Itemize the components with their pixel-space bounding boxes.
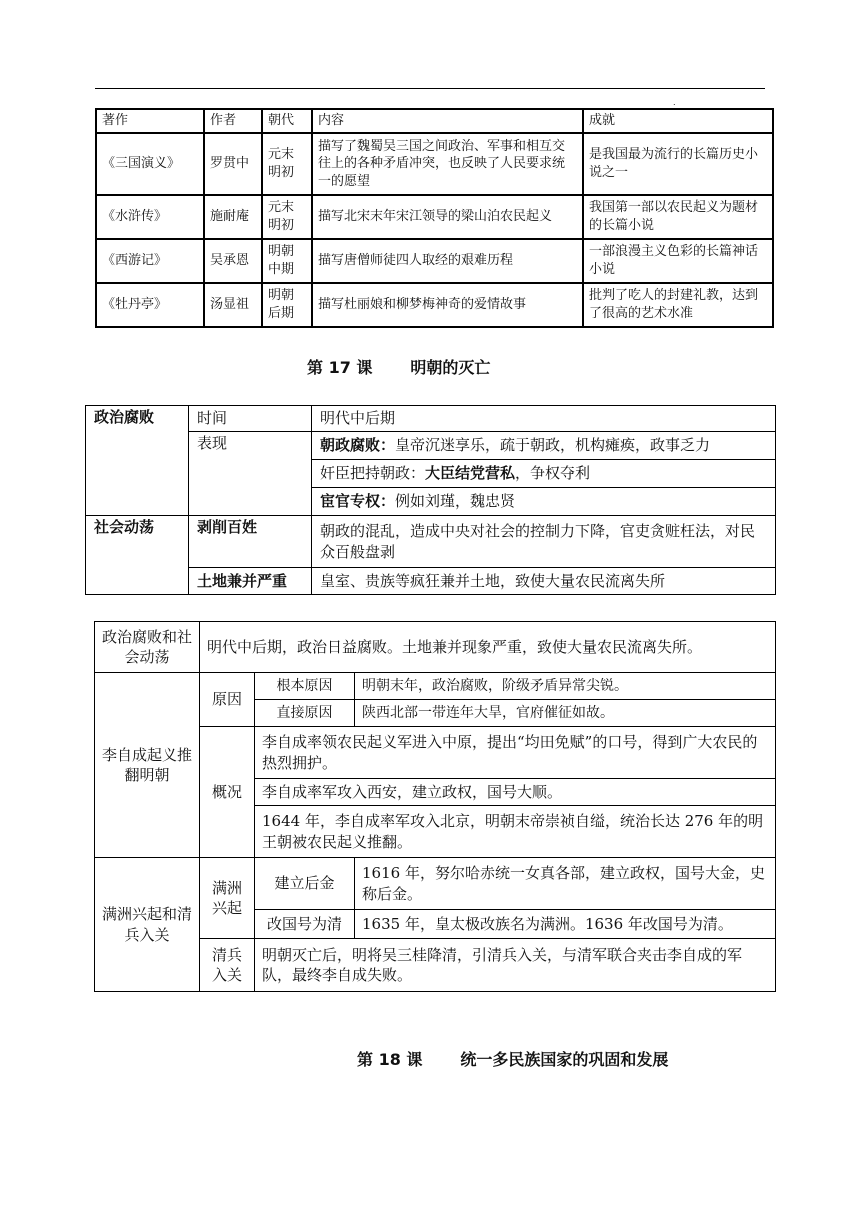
section-label: 政治腐败和社会动荡 [95, 622, 200, 673]
header-rule [95, 88, 765, 89]
lesson-number: 第 17 课 [307, 358, 373, 377]
table-row [95, 858, 776, 910]
content-cell: 描写了魏蜀吴三国之间政治、军事和相互交往上的各种矛盾冲突，也反映了人民要求统一的愿望 [312, 133, 583, 195]
work-cell: 《水浒传》 [96, 195, 204, 239]
section-label: 政治腐败 [86, 406, 189, 516]
text: 例如刘瑾，魏忠贤 [395, 492, 516, 511]
lesson-18-title [357, 1047, 668, 1070]
header-cell: 成就 [583, 109, 773, 133]
value-cell [312, 432, 776, 460]
author-cell: 汤显祖 [204, 283, 262, 327]
sub-label: 改国号为清 [255, 910, 355, 939]
value-cell: 1616 年，努尔哈赤统一女真各部，建立政权，国号大金，史称后金。 [355, 858, 776, 910]
achievement-cell: 我国第一部以农民起义为题材的长篇小说 [583, 195, 773, 239]
section-label: 满洲兴起和清兵入关 [95, 858, 200, 992]
sub-label: 剥削百姓 [189, 516, 312, 568]
dynasty-cell: 明朝中期 [262, 239, 312, 283]
text: 皇帝沉迷享乐，疏于朝政，机构瘫痪，政事乏力 [395, 436, 711, 455]
work-cell: 《牡丹亭》 [96, 283, 204, 327]
lesson-17-title [307, 355, 490, 378]
section-label: 社会动荡 [86, 516, 189, 595]
sub-label: 满洲兴起 [200, 858, 255, 939]
content-cell: 描写北宋末年宋江领导的梁山泊农民起义 [312, 195, 583, 239]
table-row [86, 406, 776, 432]
dynasty-cell: 元末明初 [262, 133, 312, 195]
table-row [96, 195, 773, 239]
value-cell: 陕西北部一带连年大旱，官府催征如故。 [355, 700, 776, 727]
achievement-cell: 批判了吃人的封建礼教，达到了很高的艺术水准 [583, 283, 773, 327]
section-label: 李自成起义推翻明朝 [95, 673, 200, 858]
sub-label: 原因 [200, 673, 255, 727]
table-row [86, 568, 776, 595]
text: 奸臣把持朝政： [320, 464, 426, 483]
table-row [86, 516, 776, 568]
table-row [96, 283, 773, 327]
table-row [86, 432, 776, 460]
value-cell: 明朝末年，政治腐败，阶级矛盾异常尖锐。 [355, 673, 776, 700]
sub-label: 直接原因 [255, 700, 355, 727]
sub-label: 表现 [189, 432, 312, 516]
table-header-row [96, 109, 773, 133]
content-cell: 描写唐僧师徒四人取经的艰难历程 [312, 239, 583, 283]
header-cell: 内容 [312, 109, 583, 133]
lesson-name: 明朝的灭亡 [410, 358, 491, 377]
header-cell: 朝代 [262, 109, 312, 133]
work-cell: 《西游记》 [96, 239, 204, 283]
ming-decline-table [85, 405, 776, 595]
value-cell [312, 460, 776, 488]
bold-term: 大臣结党营私 [425, 464, 516, 483]
value-cell [312, 488, 776, 516]
author-cell: 罗贯中 [204, 133, 262, 195]
sub-label: 根本原因 [255, 673, 355, 700]
value-cell: 明代中后期 [312, 406, 776, 432]
dynasty-cell: 元末明初 [262, 195, 312, 239]
content-cell: 描写杜丽娘和柳梦梅神奇的爱情故事 [312, 283, 583, 327]
table-row [96, 239, 773, 283]
author-cell: 施耐庵 [204, 195, 262, 239]
bold-term: 朝政腐败： [320, 436, 396, 455]
header-cell: 作者 [204, 109, 262, 133]
dynasty-cell: 明朝后期 [262, 283, 312, 327]
sub-label: 时间 [189, 406, 312, 432]
value-cell: 李自成率军攻入西安，建立政权，国号大顺。 [255, 779, 776, 806]
achievement-cell: 一部浪漫主义色彩的长篇神话小说 [583, 239, 773, 283]
sub-label: 建立后金 [255, 858, 355, 910]
sub-label: 土地兼并严重 [189, 568, 312, 595]
value-cell: 皇室、贵族等疯狂兼并土地，致使大量农民流离失所 [312, 568, 776, 595]
bold-term: 宦官专权： [320, 492, 396, 511]
text: ，争权夺利 [515, 464, 591, 483]
ming-fall-table [94, 621, 776, 992]
value-cell: 1635 年，皇太极改族名为满洲。1636 年改国号为清。 [355, 910, 776, 939]
lesson-name: 统一多民族国家的巩固和发展 [460, 1050, 669, 1069]
value-cell: 明朝灭亡后，明将吴三桂降清，引清兵入关，与清军联合夹击李自成的军队，最终李自成失败。 [255, 939, 776, 992]
value-cell: 朝政的混乱，造成中央对社会的控制力下降，官吏贪赃枉法，对民众百般盘剥 [312, 516, 776, 568]
author-cell: 吴承恩 [204, 239, 262, 283]
lesson-number: 第 18 课 [357, 1050, 423, 1069]
sub-label: 概况 [200, 727, 255, 858]
value-cell: 李自成率领农民起义军进入中原，提出“均田免赋”的口号，得到广大农民的热烈拥护。 [255, 727, 776, 779]
table-row [96, 133, 773, 195]
sub-label: 清兵入关 [200, 939, 255, 992]
header-cell: 著作 [96, 109, 204, 133]
header-dot: . [673, 98, 676, 107]
table-row [95, 622, 776, 673]
value-cell: 1644 年，李自成率军攻入北京，明朝末帝崇祯自缢，统治长达 276 年的明王朝被农民起义推翻。 [255, 806, 776, 858]
achievement-cell: 是我国最为流行的长篇历史小说之一 [583, 133, 773, 195]
table-row [95, 673, 776, 700]
value-cell: 明代中后期，政治日益腐败。土地兼并现象严重，致使大量农民流离失所。 [200, 622, 776, 673]
literature-table [95, 108, 774, 328]
work-cell: 《三国演义》 [96, 133, 204, 195]
